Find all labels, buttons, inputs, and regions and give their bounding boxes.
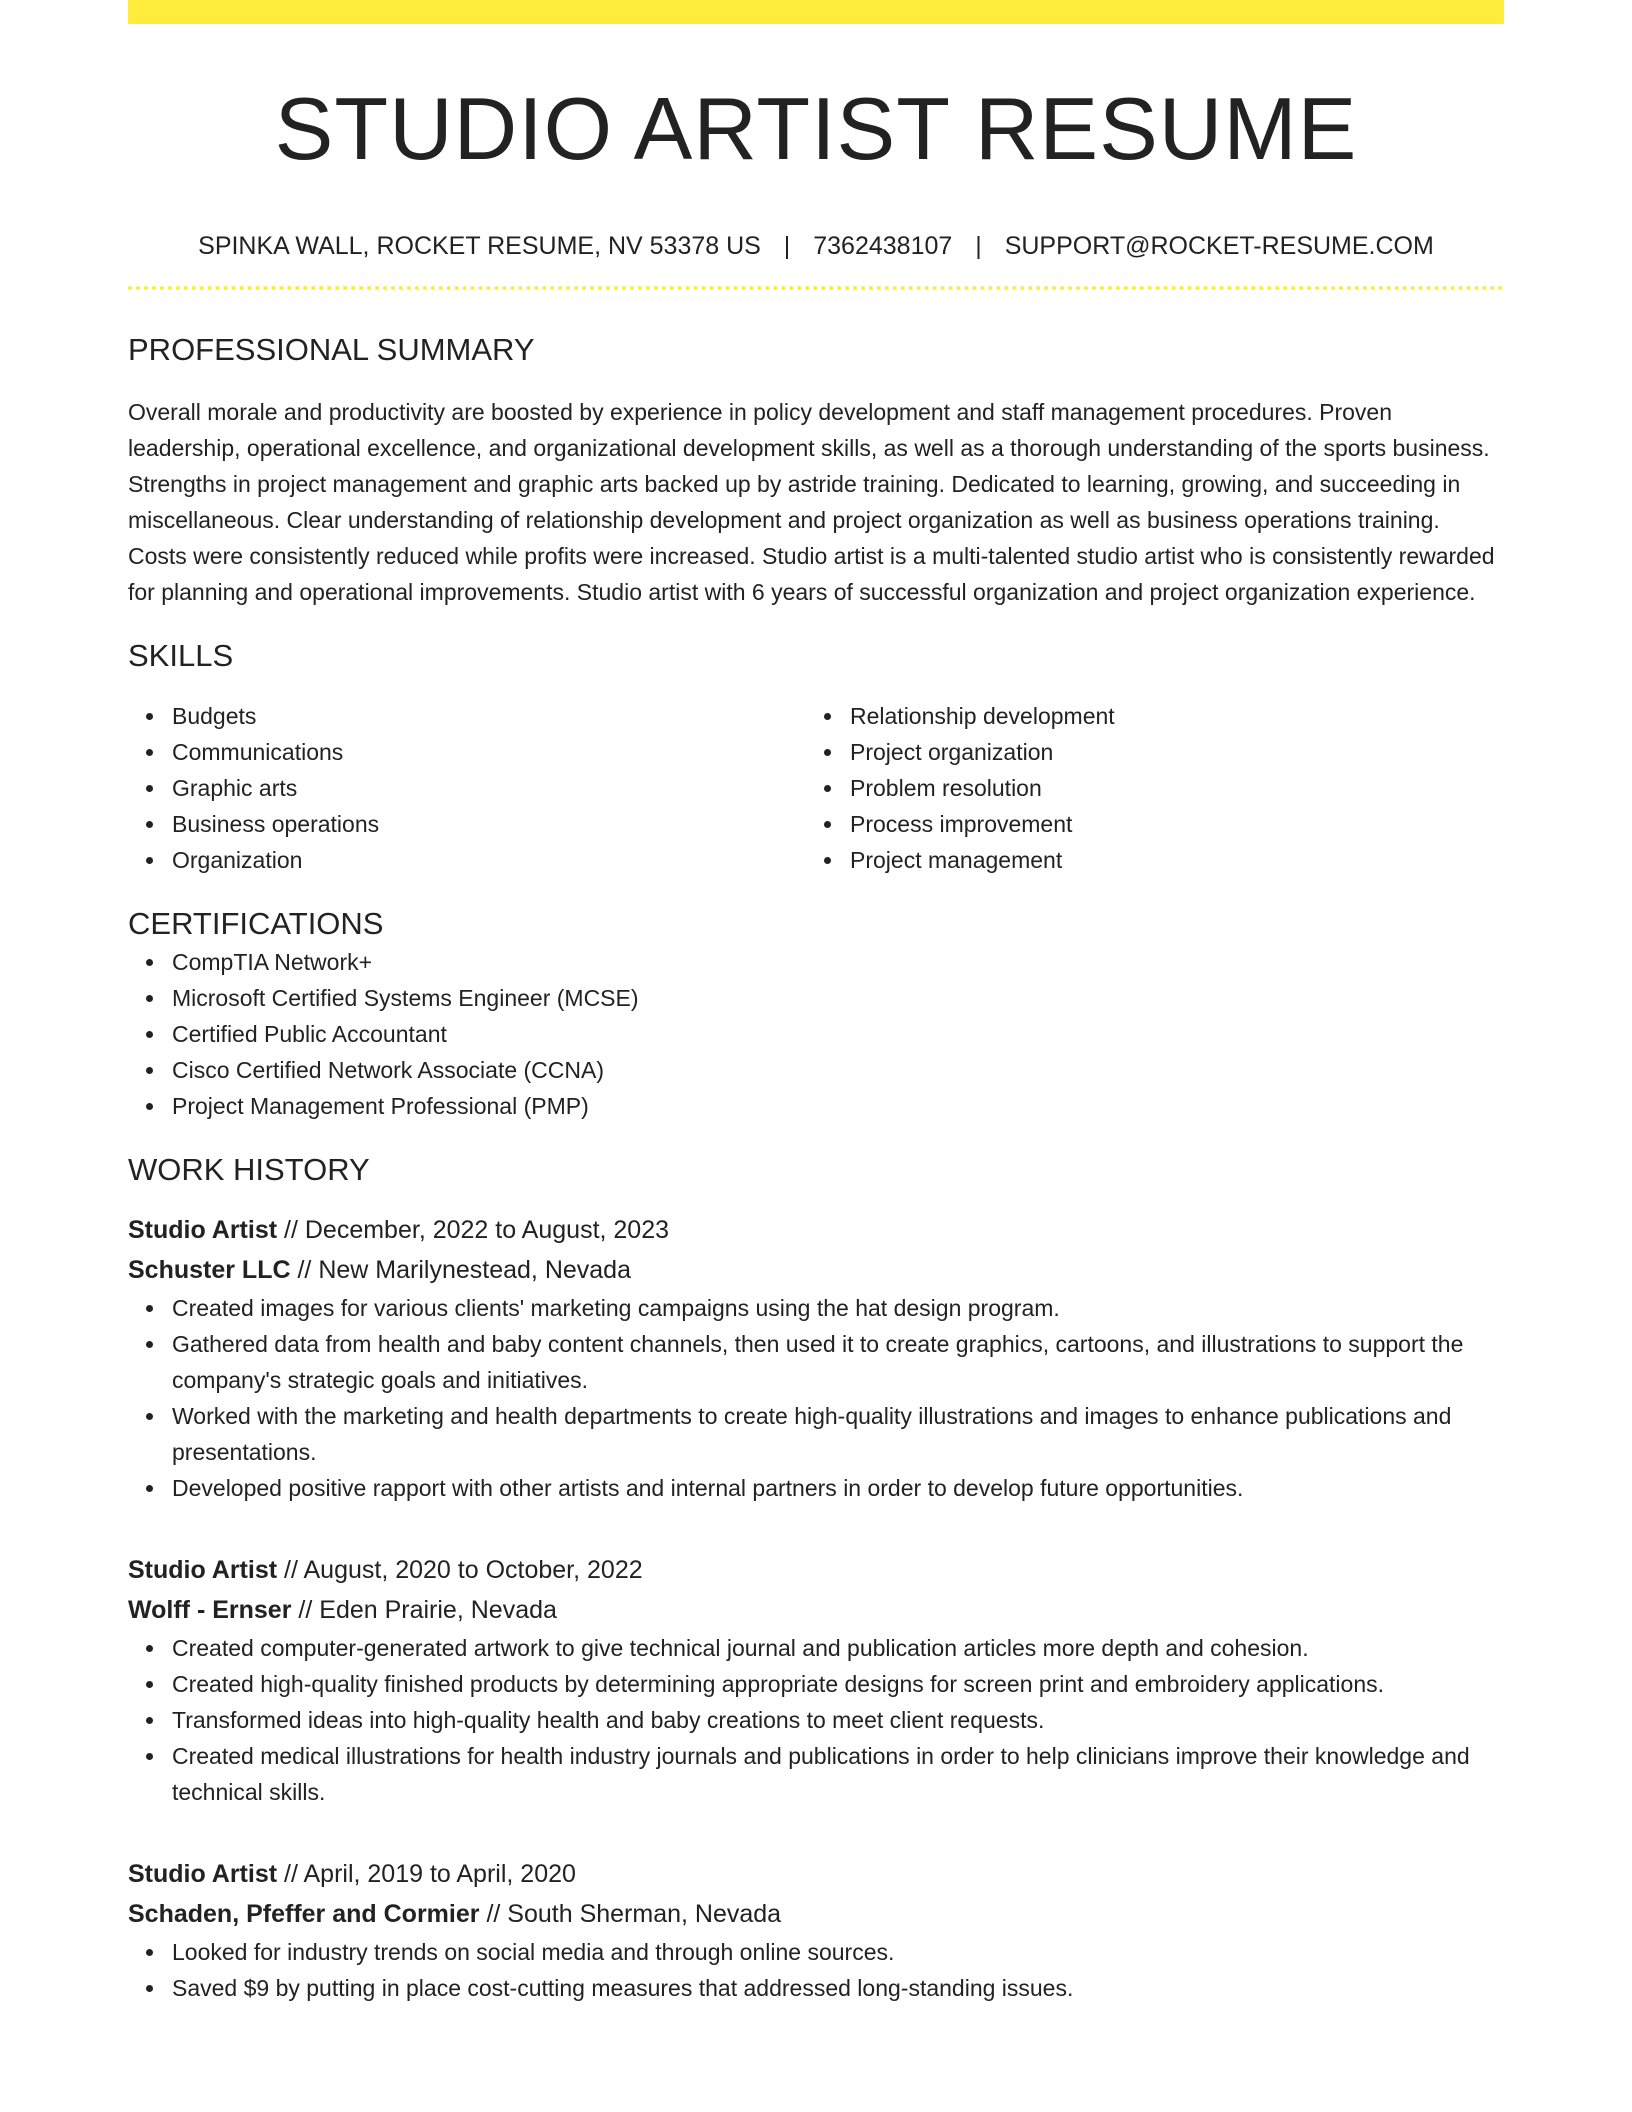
job-location: South Sherman, Nevada [507,1900,782,1928]
job-role-line [128,1550,1504,1590]
job-bullets [128,1290,1504,1506]
job-bullets [128,1630,1504,1810]
skills-list-left [128,698,806,878]
summary-heading: PROFESSIONAL SUMMARY [128,332,535,367]
skill-item: Graphic arts [172,770,806,806]
certification-item: Certified Public Accountant [172,1016,1504,1052]
job-company: Schaden, Pfeffer and Cormier [128,1900,480,1928]
skill-item: Problem resolution [850,770,1484,806]
certifications-section [128,904,1504,1124]
job-company-line [128,1590,1504,1630]
work-history-section [128,1150,1504,2006]
job-company: Wolff - Ernser [128,1596,292,1624]
job-bullet: Gathered data from health and baby content channels, then used it to create graphics, cartoons, and illustrations to support the company's strategic goals and initiatives. [172,1326,1504,1398]
job-bullets [128,1934,1504,2006]
job-entry [128,1210,1504,1506]
job-separator: // [298,1596,313,1624]
job-company-line [128,1250,1504,1290]
job-bullet: Created high-quality finished products by determining appropriate designs for screen print and embroidery applications. [172,1666,1504,1702]
job-bullet: Worked with the marketing and health departments to create high-quality illustrations and images to enhance publications and presentations. [172,1398,1504,1470]
job-entry [128,1550,1504,1810]
job-dates: December, 2022 to August, 2023 [304,1216,670,1244]
job-separator: // [284,1556,298,1584]
certification-item: Microsoft Certified Systems Engineer (MCSE) [172,980,1504,1016]
job-dates: August, 2020 to October, 2022 [303,1556,643,1584]
skills-heading: SKILLS [128,638,234,673]
job-bullet: Looked for industry trends on social media and through online sources. [172,1934,1504,1970]
skills-column-right [806,698,1484,878]
job-location: New Marilynestead, Nevada [318,1256,631,1284]
job-bullet: Created computer-generated artwork to give technical journal and publication articles more depth and cohesion. [172,1630,1504,1666]
job-separator: // [284,1860,298,1888]
contact-email: SUPPORT@ROCKET-RESUME.COM [1004,232,1434,260]
job-separator: // [486,1900,501,1928]
job-entry [128,1854,1504,2006]
job-role-line [128,1854,1504,1894]
summary-text: Overall morale and productivity are boosted by experience in policy development and staff management procedures. Proven leadership, operational excellence, and organizational development skills, as well as a thorough understanding of the sports business. Strengths in project management and graphic arts backed up by astride training. Dedicated to learning, growing, and succeeding in miscellaneous. Clear understanding of relationship development and project organization as well as business operations training. Costs were consistently reduced while profits were increased. Studio artist is a multi-talented studio artist who is consistently rewarded for planning and operational improvements. Studio artist with 6 years of successful organization and project organization experience. [128,399,1495,605]
resume-content [128,0,1504,2006]
skills-column-left [128,698,806,878]
skill-item: Communications [172,734,806,770]
job-separator: // [297,1256,312,1284]
skill-item: Business operations [172,806,806,842]
skills-section [128,636,1504,878]
skill-item: Process improvement [850,806,1484,842]
job-dates: April, 2019 to April, 2020 [303,1860,576,1888]
job-role-line [128,1210,1504,1250]
dotted-divider [128,286,1504,290]
skill-item: Project organization [850,734,1484,770]
contact-separator: | [783,232,791,260]
job-bullet: Created images for various clients' marketing campaigns using the hat design program. [172,1290,1504,1326]
job-role: Studio Artist [128,1556,278,1584]
job-role: Studio Artist [128,1860,278,1888]
certifications-list [128,944,1504,1124]
skill-item: Relationship development [850,698,1484,734]
skills-columns [128,698,1504,878]
certification-item: CompTIA Network+ [172,944,1504,980]
certification-item: Project Management Professional (PMP) [172,1088,1504,1124]
summary-section [128,330,1504,610]
job-company-line [128,1894,1504,1934]
skill-item: Organization [172,842,806,878]
contact-separator: | [975,232,982,260]
job-separator: // [284,1216,298,1244]
resume-title: STUDIO ARTIST RESUME [274,79,1358,178]
job-location: Eden Prairie, Nevada [319,1596,557,1624]
work-history-heading: WORK HISTORY [128,1152,370,1187]
job-bullet: Created medical illustrations for health industry journals and publications in order to help clinicians improve their knowledge and technical skills. [172,1738,1504,1810]
job-bullet: Developed positive rapport with other artists and internal partners in order to develop future opportunities. [172,1470,1504,1506]
certification-item: Cisco Certified Network Associate (CCNA) [172,1052,1504,1088]
skill-item: Project management [850,842,1484,878]
job-bullet: Saved $9 by putting in place cost-cutting measures that addressed long-standing issues. [172,1970,1504,2006]
job-role: Studio Artist [128,1216,278,1244]
contact-phone: 7362438107 [813,232,953,260]
certifications-heading: CERTIFICATIONS [128,906,384,941]
job-bullet: Transformed ideas into high-quality health and baby creations to meet client requests. [172,1702,1504,1738]
job-company: Schuster LLC [128,1256,291,1284]
skill-item: Budgets [172,698,806,734]
contact-info [128,230,1504,262]
skills-list-right [806,698,1484,878]
contact-address: SPINKA WALL, ROCKET RESUME, NV 53378 US [198,232,761,260]
